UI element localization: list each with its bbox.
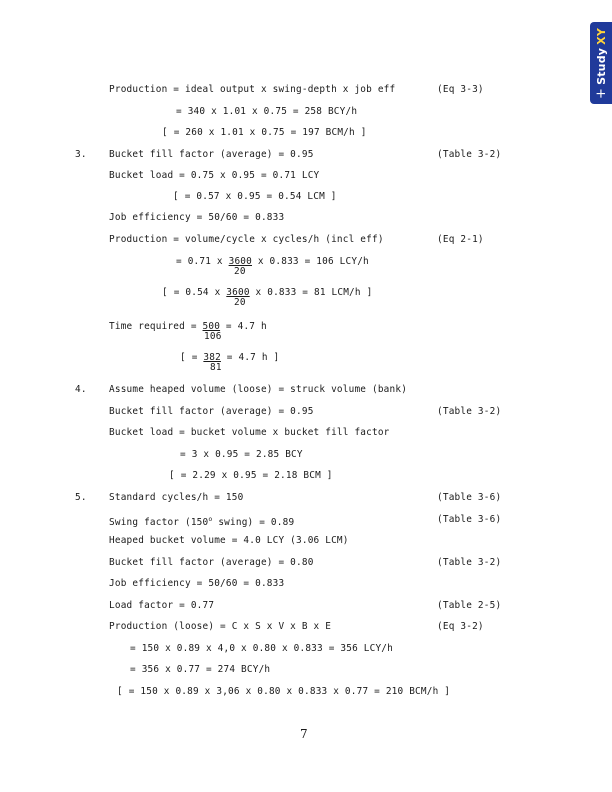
job-efficiency-line: Job efficiency = 50/60 = 0.833 <box>109 578 285 589</box>
time-required-line: Time required = 500 = 4.7 h <box>109 321 267 332</box>
production-formula-line: Production = ideal output x swing-depth x job eff <box>109 84 396 95</box>
standard-cycles-line: Standard cycles/h = 150 <box>109 492 244 503</box>
time-required-metric-line: [ = 382 = 4.7 h ] <box>180 352 280 363</box>
bucket-fill-factor-line: Bucket fill factor (average) = 0.95 <box>109 149 314 160</box>
brand-suffix: XY <box>594 27 608 45</box>
production-loose-calc-line: = 150 x 0.89 x 4,0 x 0.80 x 0.833 = 356 LCY/h <box>130 643 393 654</box>
brand-prefix: Study <box>594 47 608 85</box>
production-fraction-lcy: = 0.71 x 3600 x 0.833 = 106 LCY/h <box>176 256 369 267</box>
item-number-5: 5. <box>75 492 87 503</box>
job-efficiency-line: Job efficiency = 50/60 = 0.833 <box>109 212 285 223</box>
reference-eq-2-1: (Eq 2-1) <box>437 234 484 245</box>
reference-table-2-5: (Table 2-5) <box>437 600 502 611</box>
production-fraction-lcm: [ = 0.54 x 3600 x 0.833 = 81 LCM/h ] <box>162 287 373 298</box>
load-factor-line: Load factor = 0.77 <box>109 600 215 611</box>
bucket-load-line: Bucket load = 0.75 x 0.95 = 0.71 LCY <box>109 170 320 181</box>
reference-table-3-6: (Table 3-6) <box>437 514 502 525</box>
plus-icon: + <box>593 87 609 99</box>
swing-factor-line: Swing factor (150$^o$ swing) = 0.89 <box>109 515 295 529</box>
bucket-load-bcy-line: = 3 x 0.95 = 2.85 BCY <box>180 449 303 460</box>
reference-table-3-2: (Table 3-2) <box>437 406 502 417</box>
bucket-load-metric-line: [ = 0.57 x 0.95 = 0.54 LCM ] <box>173 191 337 202</box>
production-calc-bcm: [ = 260 x 1.01 x 0.75 = 197 BCM/h ] <box>162 127 367 138</box>
fraction-denominator: 20 <box>234 297 246 308</box>
heaped-bucket-volume-line: Heaped bucket volume = 4.0 LCY (3.06 LCM) <box>109 535 349 546</box>
production-volume-line: Production = volume/cycle x cycles/h (incl eff) <box>109 234 384 245</box>
bucket-fill-factor-line: Bucket fill factor (average) = 0.95 <box>109 406 314 417</box>
fraction-denominator: 20 <box>234 266 246 277</box>
production-loose-line: Production (loose) = C x S x V x B x E <box>109 621 332 632</box>
bucket-load-bcm-line: [ = 2.29 x 0.95 = 2.18 BCM ] <box>169 470 333 481</box>
production-bank-calc-line: = 356 x 0.77 = 274 BCY/h <box>130 664 271 675</box>
reference-table-3-6: (Table 3-6) <box>437 492 502 503</box>
item-number-3: 3. <box>75 149 87 160</box>
page-number: 7 <box>300 727 308 741</box>
production-bcm-calc-line: [ = 150 x 0.89 x 3,06 x 0.80 x 0.833 x 0.77 = 210 BCM/h ] <box>117 686 451 697</box>
reference-eq-3-3: (Eq 3-3) <box>437 84 484 95</box>
production-calc-bcy: = 340 x 1.01 x 0.75 = 258 BCY/h <box>176 106 358 117</box>
bucket-fill-factor-line: Bucket fill factor (average) = 0.80 <box>109 557 314 568</box>
reference-table-3-2: (Table 3-2) <box>437 149 502 160</box>
fraction-denominator: 81 <box>210 362 222 373</box>
item-number-4: 4. <box>75 384 87 395</box>
assume-heaped-volume-line: Assume heaped volume (loose) = struck volume (bank) <box>109 384 408 395</box>
reference-table-3-2: (Table 3-2) <box>437 557 502 568</box>
fraction-denominator: 106 <box>204 331 222 342</box>
bucket-load-formula-line: Bucket load = bucket volume x bucket fill factor <box>109 427 390 438</box>
studyxy-logo <box>590 22 612 104</box>
reference-eq-3-2: (Eq 3-2) <box>437 621 484 632</box>
